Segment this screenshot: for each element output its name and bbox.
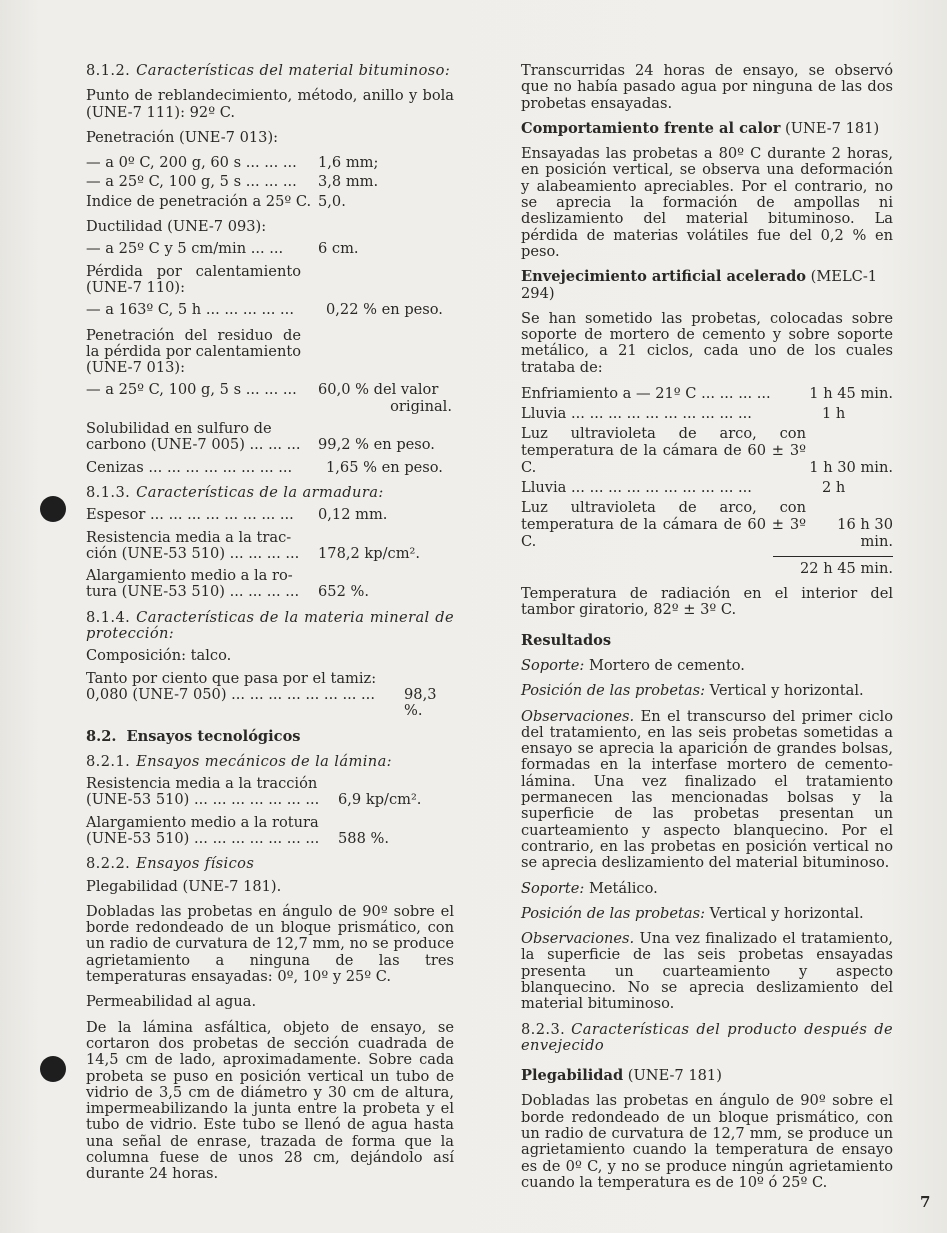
- ductilidad-row: — a 25º C y 5 cm/min ... ... 6 cm.: [86, 240, 359, 258]
- heading-8-1-4: 8.1.4. Características de la materia mineral de protección:: [86, 608, 454, 643]
- cycle-table: [521, 385, 893, 577]
- posicion-1: Posición de las probetas: Vertical y horizontal.: [521, 682, 864, 700]
- heading-8-1-2: 8.1.2. Características del material bituminoso:: [86, 62, 451, 79]
- temperatura-text: Temperatura de radiación en el interior del tambor giratorio, 82º ± 3º C.: [521, 585, 893, 619]
- res-traccion-title: Resistencia media a la tracción: [86, 775, 318, 793]
- pen-residuo-value2: original.: [390, 397, 452, 415]
- solubilidad-row: carbono (UNE-7 005) ... ... ... 99,2 % en peso.: [86, 436, 435, 454]
- heading-8-2: 8.2. Ensayos tecnológicos: [86, 727, 301, 745]
- tanto-title: Tanto por ciento que pasa por el tamiz:: [86, 669, 377, 687]
- observaciones-1: Observaciones. En el transcurso del primer ciclo del tratamiento, en las seis probetas sometidas a ensayo se aprecia la aparición de grandes bolsas, formadas en la interfase mortero de cemento-lámina. Una vez finalizado el tratamiento permanecen las mencionadas bolsas y la superficie de las probetas presentan un cuarteamiento y aspecto blanquecino. Por el contrario, en las probetas en posición vertical no se aprecia deslizamiento del material bituminoso.: [521, 707, 893, 872]
- observaciones-2: Observaciones. Una vez finalizado el tratamiento, la superficie de las seis probetas ensayadas presenta un cuarteamiento y aspecto blanquecino. No se aprecia deslizamiento del material bituminoso.: [521, 930, 893, 1013]
- composicion: Composición: talco.: [86, 647, 232, 665]
- binder-hole-bottom: [40, 1056, 66, 1082]
- heading-8-1-3: 8.1.3. Características de la armadura:: [86, 483, 384, 501]
- resistencia-row: ción (UNE-53 510) ... ... ... ... 178,2 kp/cm².: [86, 544, 421, 562]
- ductilidad-title: Ductilidad (UNE-7 093):: [86, 218, 267, 236]
- left-column: [86, 63, 454, 1183]
- calor-title: Comportamiento frente al calor (UNE-7 181): [521, 119, 880, 137]
- solubilidad-title: Solubilidad en sulfuro de: [86, 420, 272, 438]
- envejecimiento-title: Envejecimiento artificial acelerado (MELC-1 294): [521, 268, 878, 302]
- penetracion-rows: [86, 155, 454, 210]
- heading-8-2-3: 8.2.3. Características del producto después de envejecido: [521, 1020, 893, 1054]
- permeabilidad-text: De la lámina asfáltica, objeto de ensayo, se cortaron dos probetas de sección cuadrada de 14,5 cm de lado, aproximadamente. Sobre cada probeta se puso en posición vertical un tubo de vidrio de 3,5 cm de diámetro y 30 cm de altura, impermeabilizando la junta entre la probeta y el tubo de vidrio. Este tubo se llenó de agua hasta una señal de enrase, trazada de forma que la columna fuese de unos 28 cm, dejándolo así durante 24 horas.: [86, 1018, 454, 1183]
- alargamiento-title: Alargamiento medio a la ro-: [86, 567, 293, 585]
- posicion-2: Posición de las probetas: Vertical y horizontal.: [521, 904, 864, 922]
- penetracion-title: Penetración (UNE-7 013):: [86, 128, 279, 146]
- page-number: 7: [920, 1193, 931, 1211]
- cycle-row: Lluvia ... ... ... ... ... ... ... ... ... ... 1 h: [521, 405, 846, 423]
- cycle-row: Lluvia ... ... ... ... ... ... ... ... ... ... 2 h: [521, 479, 846, 497]
- perdida-title: Pérdida por calentamiento (UNE-7 110):: [86, 262, 301, 296]
- right-column: [521, 63, 893, 1191]
- binder-hole-top: [40, 496, 66, 522]
- cycle-row: Enfriamiento a — 21º C ... ... ... ... 1 h 45 min.: [521, 385, 893, 403]
- alarg-rotura-title: Alargamiento medio a la rotura: [86, 813, 319, 831]
- penetracion-residuo-title: Penetración del residuo de la pérdida por calentamiento (UNE-7 013):: [86, 326, 301, 377]
- resistencia-title: Resistencia media a la trac-: [86, 528, 292, 546]
- heading-8-2-2: 8.2.2. Ensayos físicos: [86, 855, 255, 873]
- soporte-2: Soporte: Metálico.: [521, 879, 658, 897]
- calor-text: Ensayadas las probetas a 80º C durante 2 horas, en posición vertical, se observa una deformación y alabeamiento apreciables. Por el contrario, no se aprecia la formación de ampollas ni deslizamiento del material bituminoso. La pérdida de materias volátiles fue del 0,2 % en peso.: [521, 145, 893, 260]
- envejecimiento-text: Se han sometido las probetas, colocadas sobre soporte de mortero de cemento y sobre soporte metálico, a 21 ciclos, cada uno de los cuales trataba de:: [521, 309, 893, 376]
- pen-residuo-row: — a 25º C, 100 g, 5 s ... ... ... 60,0 % del valor: [86, 381, 439, 399]
- transcurridas-text: Transcurridas 24 horas de ensayo, se observó que no había pasado agua por ninguna de las dos probetas ensayadas.: [521, 62, 893, 112]
- permeabilidad-title: Permeabilidad al agua.: [86, 993, 257, 1011]
- punto-reblandecimiento: Punto de reblandecimiento, método, anillo y bola (UNE-7 111): 92º C.: [86, 87, 454, 121]
- plegabilidad-2-text: Dobladas las probetas en ángulo de 90º sobre el borde redondeado de un bloque prismático, con un radio de curvatura de 12,7 mm, se produce un agrietamiento cuando la temperatura de ensayo es de 0º C, y no se produce ningún agrietamiento cuando la temperatura es de 10º ó 25º C.: [521, 1092, 893, 1191]
- perdida-row: — a 163º C, 5 h ... ... ... ... ... 0,22 % en peso.: [86, 301, 443, 319]
- resultados-heading: Resultados: [521, 631, 612, 649]
- penetracion-row: Indice de penetración a 25º C. 5,0.: [86, 192, 346, 210]
- res-traccion-row: (UNE-53 510) ... ... ... ... ... ... ... 6,9 kp/cm².: [86, 791, 422, 809]
- soporte-1: Soporte: Mortero de cemento.: [521, 656, 745, 674]
- cycle-row: Luz ultravioleta de arco, con temperatura de la cámara de 60 ± 3º C. 1 h 30 min.: [521, 425, 893, 477]
- plegabilidad-text: Dobladas las probetas en ángulo de 90º sobre el borde redondeado de un bloque prismático, con un radio de curvatura de 12,7 mm, no se produce agrietamiento a ninguna de las tres temperaturas ensayadas: 0º, 10º y 25º C.: [86, 902, 454, 986]
- plegabilidad-title: Plegabilidad (UNE-7 181).: [86, 877, 282, 895]
- cenizas-row: Cenizas ... ... ... ... ... ... ... ... 1,65 % en peso.: [86, 458, 443, 476]
- alarg-rotura-row: (UNE-53 510) ... ... ... ... ... ... ... 588 %.: [86, 829, 389, 847]
- cycle-total: 22 h 45 min.: [773, 556, 893, 577]
- penetracion-row: — a 0º C, 200 g, 60 s ... ... ... 1,6 mm;: [86, 154, 379, 172]
- cycle-row: Luz ultravioleta de arco, con temperatura de la cámara de 60 ± 3º C. 16 h 30 min.: [521, 499, 893, 551]
- penetracion-row: — a 25º C, 100 g, 5 s ... ... ... 3,8 mm.: [86, 173, 379, 191]
- espesor-row: Espesor ... ... ... ... ... ... ... ... 0,12 mm.: [86, 506, 388, 524]
- heading-8-2-1: 8.2.1. Ensayos mecánicos de la lámina:: [86, 752, 392, 770]
- alargamiento-row: tura (UNE-53 510) ... ... ... ... 652 %.: [86, 583, 369, 601]
- tanto-row: 0,080 (UNE-7 050) ... ... ... ... ... ... ... ... 98,3 %.: [86, 685, 437, 720]
- plegabilidad-2-title: Plegabilidad (UNE-7 181): [521, 1067, 722, 1085]
